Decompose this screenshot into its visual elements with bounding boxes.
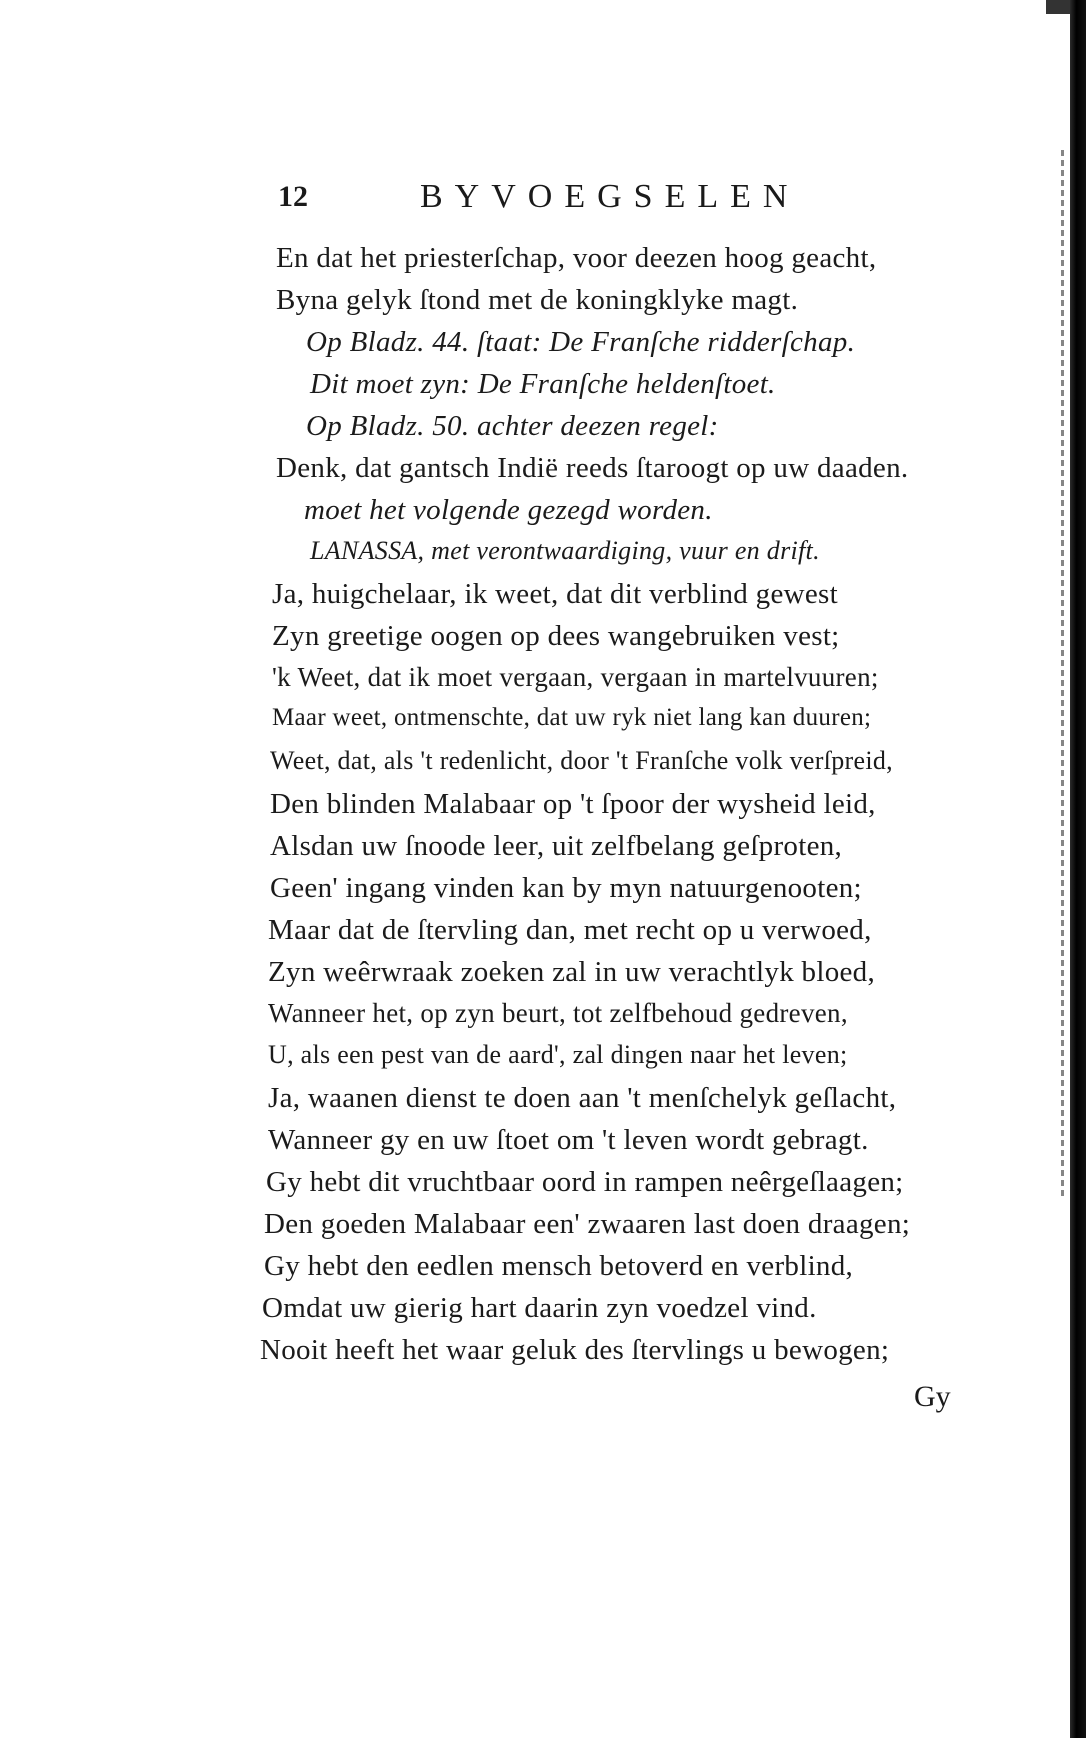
verse-line: Nooit heeft het waar geluk des ſtervlings u bewogen; — [260, 1334, 890, 1366]
text-line: Byna gelyk ſtond met de koningklyke magt. — [276, 284, 799, 316]
verse-line: Ja, waanen dienst te doen aan 't menſchelyk geſlacht, — [268, 1082, 897, 1114]
text-line — [306, 326, 855, 359]
verse-line: Den blinden Malabaar op 't ſpoor der wysheid leid, — [270, 788, 876, 820]
verse-line: Gy hebt den eedlen mensch betoverd en verblind, — [264, 1250, 854, 1282]
verse-line: Wanneer gy en uw ſtoet om 't leven wordt gebragt. — [268, 1124, 869, 1156]
text-line: En dat het priesterſchap, voor deezen hoog geacht, — [276, 242, 877, 274]
verse-line: Weet, dat, als 't redenlicht, door 't Franſche volk verſpreid, — [270, 746, 893, 775]
text-line: Dit moet zyn: De Franſche heldenſtoet. — [310, 368, 776, 400]
running-title: BYVOEGSELEN — [420, 178, 800, 215]
page-edge-marks — [1061, 150, 1064, 1200]
verse-line: Maar dat de ſtervling dan, met recht op u verwoed, — [268, 914, 872, 946]
instruction-text: Op Bladz. 44. ſtaat: De Franſche ridderſchap. — [306, 326, 856, 358]
text-line: moet het volgende gezegd worden. — [304, 494, 713, 526]
catchword: Gy — [914, 1380, 951, 1413]
verse-line: Zyn weêrwraak zoeken zal in uw verachtlyk bloed, — [268, 956, 876, 988]
verse-line: Alsdan uw ſnoode leer, uit zelfbelang geſproten, — [270, 830, 843, 862]
verse-line: Zyn greetige oogen op dees wangebruiken vest; — [272, 620, 840, 652]
verse-line: Den goeden Malabaar een' zwaaren last doen draagen; — [264, 1208, 911, 1240]
verse-line: Ja, huigchelaar, ik weet, dat dit verblind gewest — [272, 578, 838, 610]
verse-line: Geen' ingang vinden kan by myn natuurgenooten; — [270, 872, 862, 904]
text-line: Denk, dat gantsch Indië reeds ſtaroogt op uw daaden. — [276, 452, 909, 484]
text-line: Op Bladz. 50. achter deezen regel: — [306, 410, 719, 442]
speaker-line: LANASSA, met verontwaardiging, vuur en drift. — [310, 536, 820, 565]
verse-line: Wanneer het, op zyn beurt, tot zelfbehoud gedreven, — [268, 998, 848, 1028]
page-number: 12 — [278, 180, 308, 213]
verse-line: 'k Weet, dat ik moet vergaan, vergaan in martelvuuren; — [272, 662, 879, 692]
verse-line: U, als een pest van de aard', zal dingen naar het leven; — [268, 1040, 848, 1069]
verse-line: Maar weet, ontmenschte, dat uw ryk niet lang kan duuren; — [272, 704, 872, 731]
page-edge-right — [1070, 0, 1086, 1738]
verse-line: Omdat uw gierig hart daarin zyn voedzel vind. — [262, 1292, 817, 1324]
verse-line: Gy hebt dit vruchtbaar oord in rampen neêrgeſlaagen; — [266, 1166, 904, 1198]
